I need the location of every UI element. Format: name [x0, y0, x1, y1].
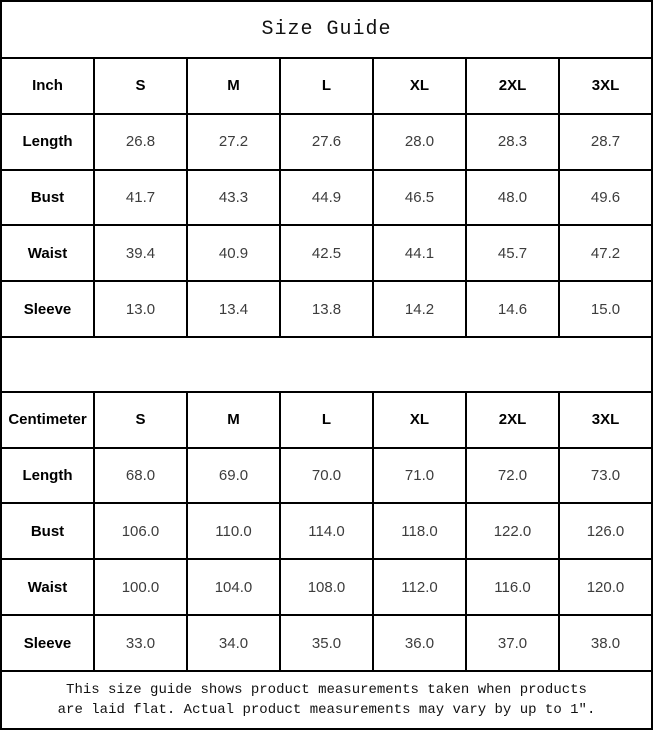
row-label: Length [1, 448, 94, 504]
cell-value: 41.7 [94, 170, 187, 226]
cell-value: 104.0 [187, 559, 280, 615]
row-label: Bust [1, 503, 94, 559]
cell-value: 118.0 [373, 503, 466, 559]
cell-value: 28.3 [466, 114, 559, 170]
table-row [1, 281, 652, 337]
table-row [1, 559, 652, 615]
table-row [1, 170, 652, 226]
cell-value: 73.0 [559, 448, 652, 504]
cell-value: 28.0 [373, 114, 466, 170]
size-col-header-xl: XL [373, 392, 466, 448]
cell-value: 28.7 [559, 114, 652, 170]
cm-unit-header: Centimeter [1, 392, 94, 448]
inch-unit-header: Inch [1, 58, 94, 114]
cell-value: 72.0 [466, 448, 559, 504]
cell-value: 37.0 [466, 615, 559, 671]
cell-value: 71.0 [373, 448, 466, 504]
cell-value: 44.1 [373, 225, 466, 281]
row-label: Sleeve [1, 615, 94, 671]
footer-note [1, 671, 652, 729]
size-col-header-2xl: 2XL [466, 392, 559, 448]
footer-note-line1: This size guide shows product measurements taken when products [66, 681, 587, 698]
cell-value: 13.8 [280, 281, 373, 337]
cell-value: 116.0 [466, 559, 559, 615]
cell-value: 112.0 [373, 559, 466, 615]
cell-value: 46.5 [373, 170, 466, 226]
cell-value: 122.0 [466, 503, 559, 559]
page-title: Size Guide [1, 1, 652, 58]
cell-value: 45.7 [466, 225, 559, 281]
size-col-header-3xl: 3XL [559, 58, 652, 114]
cell-value: 38.0 [559, 615, 652, 671]
cell-value: 49.6 [559, 170, 652, 226]
cell-value: 69.0 [187, 448, 280, 504]
cell-value: 44.9 [280, 170, 373, 226]
table-row [1, 114, 652, 170]
footer-note-line2: are laid flat. Actual product measurements may vary by up to 1″. [57, 701, 596, 718]
cell-value: 120.0 [559, 559, 652, 615]
table-row [1, 503, 652, 559]
cell-value: 39.4 [94, 225, 187, 281]
spacer-row [1, 337, 652, 392]
cell-value: 13.4 [187, 281, 280, 337]
cell-value: 33.0 [94, 615, 187, 671]
cell-value: 34.0 [187, 615, 280, 671]
table-row [1, 225, 652, 281]
size-col-header-s: S [94, 58, 187, 114]
cell-value: 47.2 [559, 225, 652, 281]
table-row [1, 448, 652, 504]
row-label: Length [1, 114, 94, 170]
size-col-header-2xl: 2XL [466, 58, 559, 114]
cell-value: 14.6 [466, 281, 559, 337]
cell-value: 13.0 [94, 281, 187, 337]
row-label: Bust [1, 170, 94, 226]
size-col-header-xl: XL [373, 58, 466, 114]
cell-value: 15.0 [559, 281, 652, 337]
cell-value: 42.5 [280, 225, 373, 281]
cell-value: 114.0 [280, 503, 373, 559]
size-col-header-m: M [187, 58, 280, 114]
cell-value: 14.2 [373, 281, 466, 337]
cell-value: 26.8 [94, 114, 187, 170]
cell-value: 100.0 [94, 559, 187, 615]
row-label: Waist [1, 559, 94, 615]
row-label: Sleeve [1, 281, 94, 337]
cell-value: 108.0 [280, 559, 373, 615]
size-col-header-3xl: 3XL [559, 392, 652, 448]
cell-value: 48.0 [466, 170, 559, 226]
cell-value: 70.0 [280, 448, 373, 504]
size-col-header-l: L [280, 392, 373, 448]
cell-value: 27.6 [280, 114, 373, 170]
cell-value: 126.0 [559, 503, 652, 559]
cell-value: 110.0 [187, 503, 280, 559]
cell-value: 36.0 [373, 615, 466, 671]
size-col-header-s: S [94, 392, 187, 448]
cm-header-row [1, 392, 652, 448]
cell-value: 43.3 [187, 170, 280, 226]
size-col-header-l: L [280, 58, 373, 114]
table-row [1, 615, 652, 671]
cell-value: 27.2 [187, 114, 280, 170]
inch-header-row [1, 58, 652, 114]
cell-value: 106.0 [94, 503, 187, 559]
cell-value: 68.0 [94, 448, 187, 504]
cell-value: 35.0 [280, 615, 373, 671]
size-col-header-m: M [187, 392, 280, 448]
cell-value: 40.9 [187, 225, 280, 281]
row-label: Waist [1, 225, 94, 281]
